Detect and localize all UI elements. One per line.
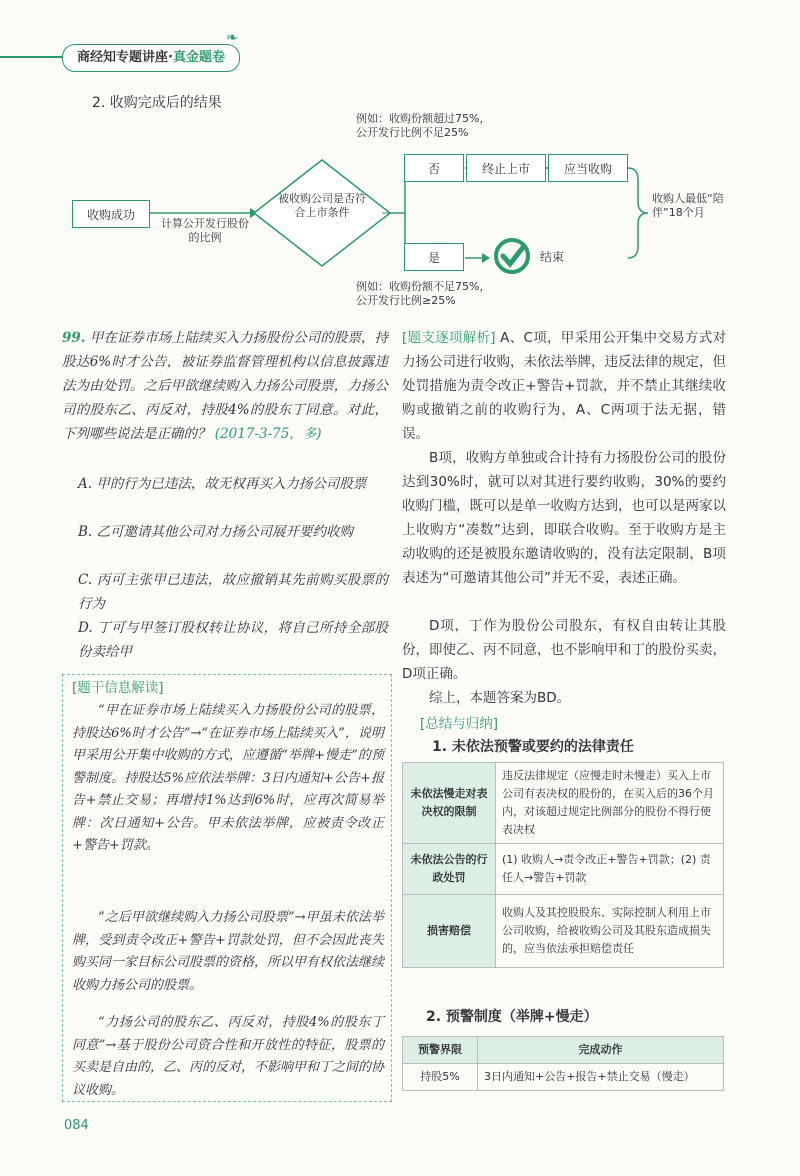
table-cell: 3日内通知+公告+报告+禁止交易（慢走） xyxy=(478,1064,724,1091)
flow-calc-label: 计算公开发行股份的比例 xyxy=(161,217,249,244)
check-icon xyxy=(492,236,532,276)
header-title: 商经知专题讲座· xyxy=(77,50,173,65)
info-title: [题干信息解读] xyxy=(72,680,164,696)
table-body-cell: 收购人及其控股股东、实际控制人利用上市公司收购，给被收购公司及其股东造成损失的，应当依法承担赔偿责任 xyxy=(496,895,724,968)
summary-sub1: 1. 未依法预警或要约的法律责任 xyxy=(432,739,634,755)
question-text: 甲在证券市场上陆续买入力扬股份公司的股票，持股达6%时才公告，被证券监督管理机构以信息披露违法为由处罚。之后甲欲继续购入力扬公司股票，力扬公司的股东乙、丙反对，持股4%的股东丁同意。对此，下列哪些说法是正确的？ xyxy=(62,330,389,442)
flow-no: 否 xyxy=(404,154,464,182)
table-row xyxy=(403,1037,724,1064)
warning-table xyxy=(402,1036,724,1091)
flow-decision: 被收购公司是否符合上市条件 xyxy=(278,192,366,219)
table-cell: 持股5% xyxy=(403,1064,478,1091)
header-title-accent: 真金题卷 xyxy=(172,50,225,65)
section-title: 2. 收购完成后的结果 xyxy=(92,95,222,111)
info-p1: “甲在证券市场上陆续买入力扬股份公司的股票，持股达6%时才公告”→“在证券市场上陆续买入”，说明甲采用公开集中收购的方式，应遵循“举牌+慢走”的预警制度。持股达5%应依法举牌：3日内通知+公告+报告+禁止交易；再增持1%达到6%时，应再次简易举牌：次日通知+公告。甲未依法举牌，应被责令改正+警告+罚款。 xyxy=(72,703,384,853)
header-rule xyxy=(0,56,64,58)
table-head-cell: 损害赔偿 xyxy=(403,895,496,968)
analysis-title: [题支逐项解析] xyxy=(402,330,496,346)
analysis-p3: D项，丁作为股份公司股东，有权自由转让其股份，即使乙、丙不同意，也不影响甲和丁的股份买卖，D项正确。 xyxy=(402,618,726,682)
question-tag: (2017-3-75，多) xyxy=(214,426,322,442)
table-header-limit: 预警界限 xyxy=(403,1037,478,1064)
table-row xyxy=(403,763,724,844)
running-header xyxy=(62,44,240,72)
page-number: 084 xyxy=(64,1118,89,1133)
flow-start: 收购成功 xyxy=(72,200,150,228)
summary-title: [总结与归纳] xyxy=(420,716,499,732)
flow-end: 结束 xyxy=(540,250,565,264)
flow-lock-note: 收购人最低“陪伴”18个月 xyxy=(652,192,724,219)
analysis-p4: 综上，本题答案为BD。 xyxy=(429,690,571,706)
table-body-cell: (1) 收购人→责令改正+警告+罚款；(2) 责任人→警告+罚款 xyxy=(496,844,724,895)
option-b: B. 乙可邀请其他公司对力扬公司展开要约收购 xyxy=(78,524,354,540)
analysis-p2: B项，收购方单独或合计持有力扬股份公司的股份达到30%时，就可以对其进行要约收购，30%的要约收购门槛，既可以是单一收购方达到，也可以是两家以上收购方“凑数”达到，即联合收购。至于收购方是主动收购的还是被股东邀请收购的，没有法定限制，B项表述为“可邀请其他公司”并无不妥，表述正确。 xyxy=(402,450,726,586)
leaf-icon: ❧ xyxy=(226,30,238,46)
table-head-cell: 未依法慢走对表决权的限制 xyxy=(403,763,496,844)
flow-should-buy: 应当收购 xyxy=(548,154,628,182)
summary-sub2: 2. 预警制度（举牌+慢走） xyxy=(426,1009,598,1025)
flow-note-bottom: 例如：收购份额不足75%，公开发行比例≥25% xyxy=(356,280,491,307)
flow-yes: 是 xyxy=(404,243,464,271)
liability-table xyxy=(402,762,724,968)
table-head-cell: 未依法公告的行政处罚 xyxy=(403,844,496,895)
table-body-cell: 违反法律规定（应慢走时未慢走）买入上市公司有表决权的股份的，在买入后的36个月内，对该超过规定比例部分的股份不得行使表决权 xyxy=(496,763,724,844)
table-row xyxy=(403,1064,724,1091)
flow-note-top: 例如：收购份额超过75%，公开发行比例不足25% xyxy=(356,112,491,139)
flow-delist: 终止上市 xyxy=(466,154,546,182)
info-p3: “力扬公司的股东乙、丙反对，持股4%的股东丁同意”→基于股份公司资合性和开放性的特征，股票的买卖是自由的，乙、丙的反对，不影响甲和丁之间的协议收购。 xyxy=(72,1015,385,1098)
option-a: A. 甲的行为已违法，故无权再买入力扬公司股票 xyxy=(78,476,367,492)
option-d: D. 丁可与甲签订股权转让协议，将自己所持全部股份卖给甲 xyxy=(78,620,388,660)
option-c: C. 丙可主张甲已违法，故应撤销其先前购买股票的行为 xyxy=(78,572,388,612)
table-row xyxy=(403,844,724,895)
info-p2: “之后甲欲继续购入力扬公司股票”→甲虽未依法举牌，受到责令改正+警告+罚款处罚，但不会因此丧失购买同一家目标公司股票的资格，所以甲有权依法继续收购力扬公司的股票。 xyxy=(72,910,385,993)
table-header-action: 完成动作 xyxy=(478,1037,724,1064)
table-row xyxy=(403,895,724,968)
analysis-p1 xyxy=(402,326,726,446)
question-number: 99. xyxy=(62,330,86,346)
question-stem xyxy=(62,326,388,446)
analysis-p1-text: A、C项，甲采用公开集中交易方式对力扬公司进行收购，未依法举牌，违反法律的规定，但处罚措施为责令改正+警告+罚款，并不禁止其继续收购或撤销之前的收购行为，A、C两项于法无据，错误。 xyxy=(402,330,726,442)
